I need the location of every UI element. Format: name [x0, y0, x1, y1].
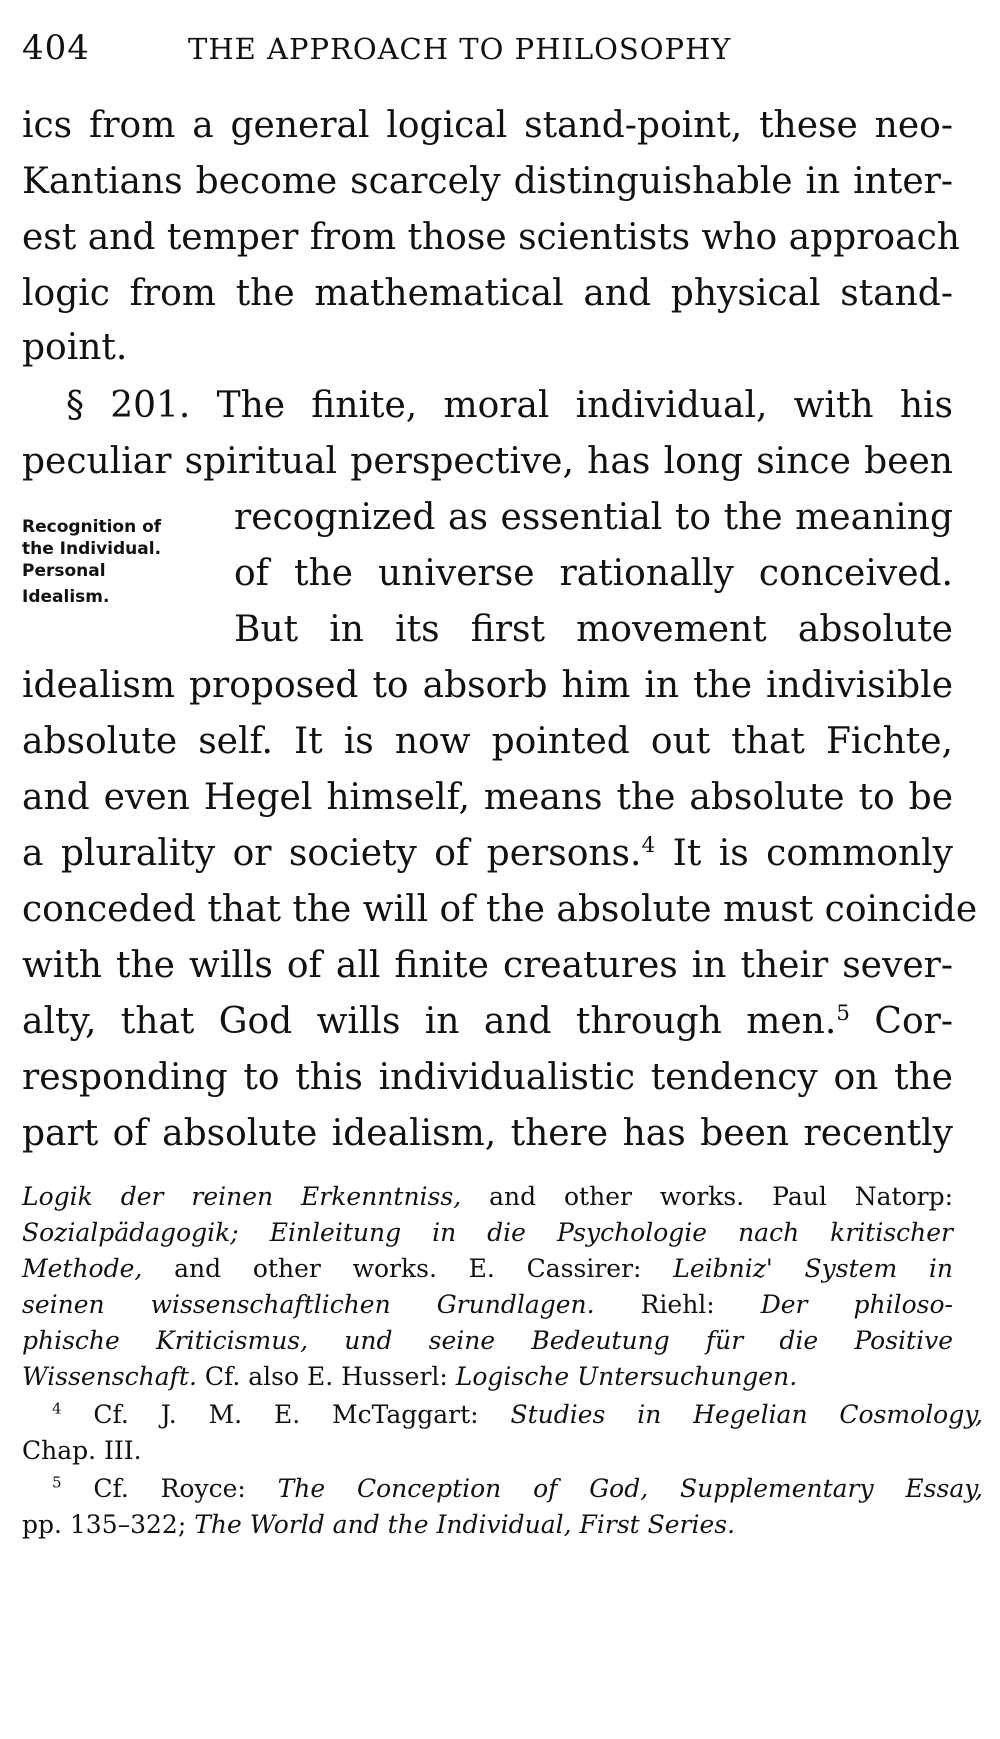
footnote-ref-4: 4 — [641, 833, 656, 858]
running-title: THE APPROACH TO PHILOSOPHY — [188, 32, 732, 66]
body-line: Kantians become scarcely distinguishable in inter- — [22, 161, 953, 202]
sidenote-line: Recognition of — [22, 517, 162, 537]
work-title: phische Kriticismus, und seine Bedeutung für die Positive — [22, 1326, 953, 1355]
footnote-ref-5: 5 — [836, 1001, 851, 1026]
body-line: ics from a general logical stand-point, these neo- — [22, 105, 953, 146]
body-line: point. — [22, 327, 128, 368]
footnote-5 — [52, 1472, 983, 1506]
body-line: peculiar spiritual perspective, has long since been — [22, 441, 953, 482]
footnote-text: and other works. Paul Natorp: — [461, 1182, 953, 1211]
page-number: 404 — [22, 28, 90, 68]
body-text: alty, that God wills in and through men. — [22, 1001, 837, 1042]
footnote-4 — [52, 1398, 983, 1432]
body-text: It is commonly — [655, 833, 953, 874]
body-line: of the universe rationally conceived. — [234, 553, 953, 594]
footnote-line — [22, 1360, 797, 1394]
body-line: responding to this individualistic tendency on the — [22, 1057, 953, 1098]
work-title: Logische Untersuchungen. — [455, 1362, 798, 1391]
section-201-start: § 201. The finite, moral individual, with his — [66, 385, 953, 426]
body-line — [22, 832, 953, 876]
body-text: a plurality or society of persons. — [22, 833, 642, 874]
footnote-line — [22, 1508, 735, 1542]
footnote-text: and other works. E. Cassirer: — [142, 1254, 674, 1283]
work-title: Der philoso- — [760, 1290, 953, 1319]
footnote-marker: 4 — [52, 1399, 62, 1418]
footnote-text: pp. 135–322; — [22, 1510, 195, 1539]
body-line: logic from the mathematical and physical stand- — [22, 273, 953, 314]
work-title: seinen wissenschaftlichen Grundlagen. — [22, 1290, 595, 1319]
body-line: conceded that the will of the absolute must coincide — [22, 889, 978, 930]
footnote-line — [22, 1216, 953, 1250]
body-line: and even Hegel himself, means the absolute to be — [22, 777, 953, 818]
work-title: The Conception of God, Supplementary Essay, — [277, 1474, 983, 1503]
work-title: Sozialpädagogik; Einleitung in die Psychologie nach kritischer — [22, 1218, 953, 1247]
body-line: part of absolute idealism, there has been recently — [22, 1113, 953, 1154]
footnote-text: Cf. also E. Husserl: — [196, 1362, 456, 1391]
sidenote-line: Idealism. — [22, 587, 110, 607]
footnote-marker: 5 — [52, 1473, 62, 1492]
footnote-text: Riehl: — [594, 1290, 761, 1319]
work-title: Methode, — [22, 1254, 143, 1283]
work-title: Logik der reinen Erkenntniss, — [22, 1182, 462, 1211]
work-title: The World and the Individual, First Series. — [194, 1510, 736, 1539]
body-line: with the wills of all finite creatures in their sever- — [22, 945, 953, 986]
body-line: recognized as essential to the meaning — [234, 497, 953, 538]
work-title: Studies in Hegelian Cosmology, — [510, 1400, 983, 1429]
sidenote-line: the Individual. — [22, 539, 162, 559]
sidenote-line: Personal — [22, 561, 106, 581]
footnote-line — [22, 1288, 953, 1322]
footnote-line: Chap. III. — [22, 1436, 142, 1465]
work-title: Leibniz' System in — [673, 1254, 954, 1283]
body-line: est and temper from those scientists who approach — [22, 217, 960, 258]
body-line — [22, 1000, 953, 1044]
page-header — [22, 28, 942, 78]
body-line: absolute self. It is now pointed out that Fichte, — [22, 721, 953, 762]
body-line: idealism proposed to absorb him in the indivisible — [22, 665, 953, 706]
footnote-text: Cf. J. M. E. McTaggart: — [61, 1400, 511, 1429]
body-line: But in its first movement absolute — [234, 609, 953, 650]
footnote-text: Cf. Royce: — [61, 1474, 278, 1503]
work-title: Wissenschaft. — [22, 1362, 197, 1391]
body-text: Cor- — [850, 1001, 953, 1042]
footnote-line — [22, 1324, 953, 1358]
footnote-line — [22, 1252, 953, 1286]
footnote-line — [22, 1180, 953, 1214]
